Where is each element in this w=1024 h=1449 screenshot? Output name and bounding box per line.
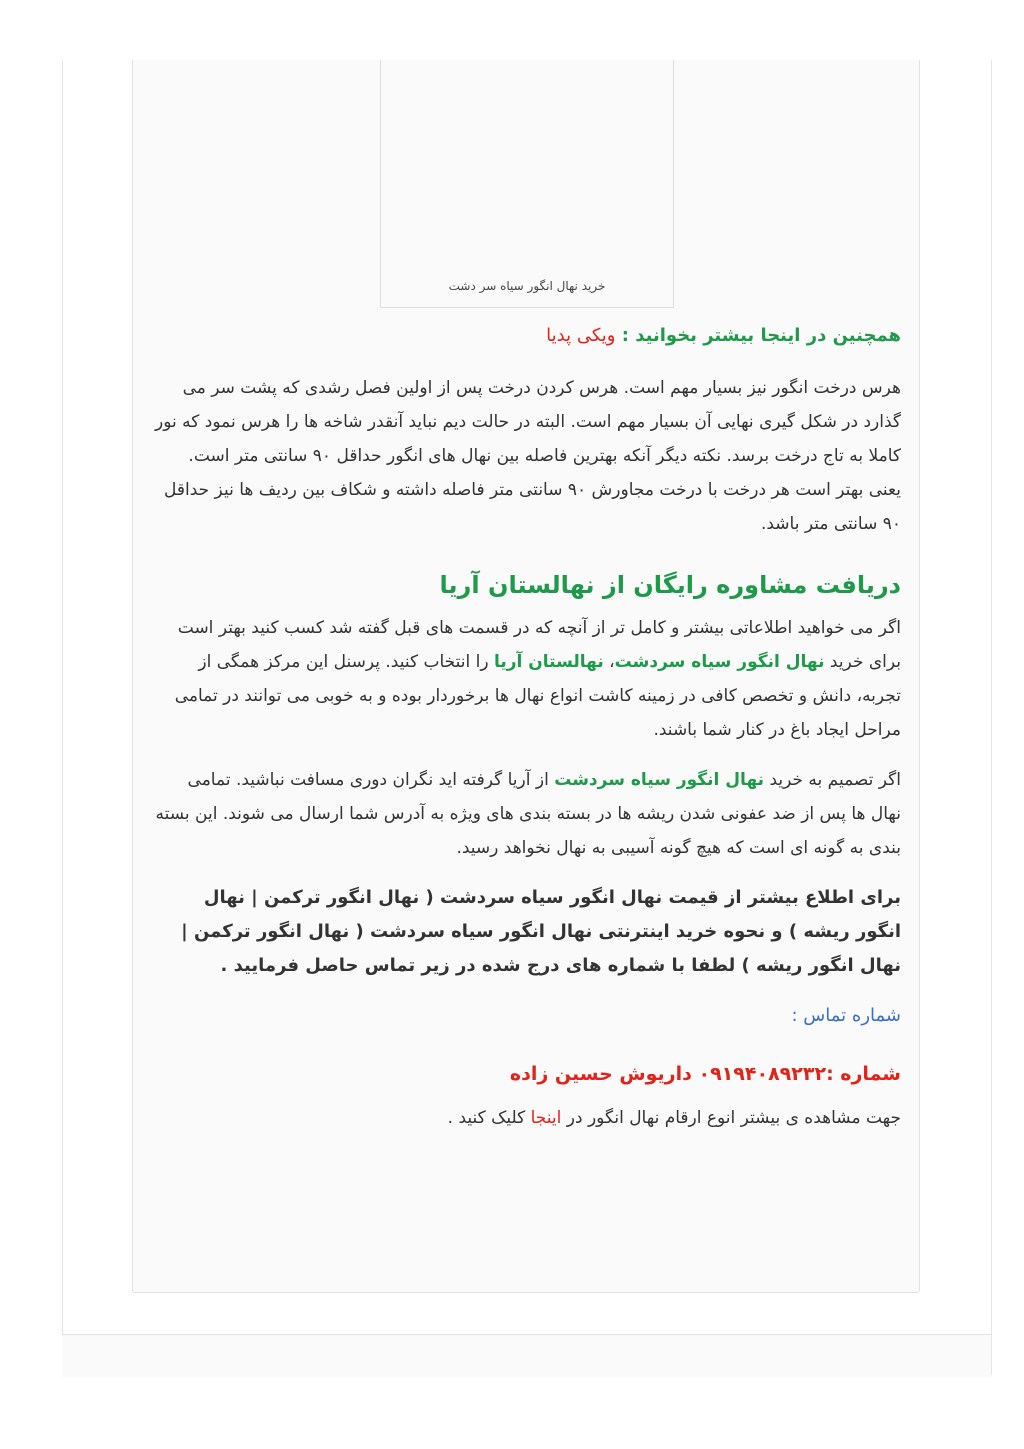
paragraph-text: اگر تصمیم به خرید [764, 769, 901, 790]
paragraph-consultation [155, 611, 901, 747]
separator: ، [603, 651, 615, 672]
article-figure [380, 60, 674, 308]
article-card [132, 60, 920, 1293]
here-link[interactable]: اینجا [530, 1107, 562, 1128]
contact-label: شماره تماس : [791, 1004, 901, 1026]
footer-band [62, 1334, 991, 1377]
read-more-link[interactable]: ویکی پدیا [546, 325, 616, 346]
more-varieties-line [155, 1101, 901, 1135]
article-content [155, 322, 901, 1135]
final-text: کلیک کنید . [447, 1107, 531, 1128]
final-text: جهت مشاهده ی بیشتر انوع ارقام نهال انگور در [561, 1107, 901, 1128]
highlight-seedling: نهال انگور سیاه سردشت [554, 769, 765, 790]
paragraph-text: از آریا گرفته اید نگران دوری مسافت نباشید. تمامی نهال ها پس از ضد عفونی شدن ریشه ها در بسته بندی های ویژه به آدرس شما ارسال می شوند. این بسته بندی به گونه ای است که هیچ گونه آسیبی به نهال نخواهد رسید. [155, 769, 901, 858]
paragraph-shipping [155, 763, 901, 865]
paragraph-text: را انتخاب کنید. پرسنل این مرکز همگی از تجربه، دانش و تخصص کافی در زمینه کاشت انواع نهال ها برخوردار بوده و به خوبی می توانند در تمامی مراحل ایجاد باغ در کنار شما باشند. [174, 651, 901, 740]
read-more-line [155, 322, 901, 351]
highlight-seedling: نهال انگور سیاه سردشت [614, 651, 825, 672]
highlight-nursery: نهالستان آریا [493, 651, 604, 672]
paragraph-pruning: هرس درخت انگور نیز بسیار مهم است. هرس کردن درخت پس از اولین فصل رشدی که پشت سر می گذارد در شکل گیری نهایی آن بسیار مهم است. البته در حالت دیم نباید آنقدر شاخه ها را هرس نمود که نور کاملا به تاج درخت برسد. نکته دیگر آنکه بهترین فاصله بین نهال های انگور حداقل ۹۰ سانتی متر است. یعنی بهتر است هر درخت با درخت مجاورش ۹۰ سانتی متر فاصله داشته و شکاف بین ردیف ها نیز حداقل ۹۰ سانتی متر باشد. [155, 377, 901, 534]
section-title: دریافت مشاوره رایگان از نهالستان آریا [439, 570, 901, 599]
phone-number[interactable]: شماره :۰۹۱۹۴۰۸۹۲۳۲ داریوش حسین زاده [509, 1062, 901, 1085]
read-more-label: همچنین در اینجا بیشتر بخوانید : [621, 325, 901, 346]
figure-caption: خرید نهال انگور سیاه سر دشت [448, 279, 606, 293]
paragraph-text: اگر می خواهید اطلاعاتی بیشتر و کامل تر از آنچه که در قسمت های قبل گفته شد کسب کنید بهتر است برای خرید [177, 617, 901, 672]
price-info-paragraph: برای اطلاع بیشتر از قیمت نهال انگور سیاه سردشت ( نهال انگور ترکمن | نهال انگور ریشه ) و نحوه خرید اینترنتی نهال انگور سیاه سردشت ( نهال انگور ترکمن | نهال انگور ریشه ) لطفا با شماره های درج شده در زیر تماس حاصل فرمایید . [181, 886, 901, 976]
